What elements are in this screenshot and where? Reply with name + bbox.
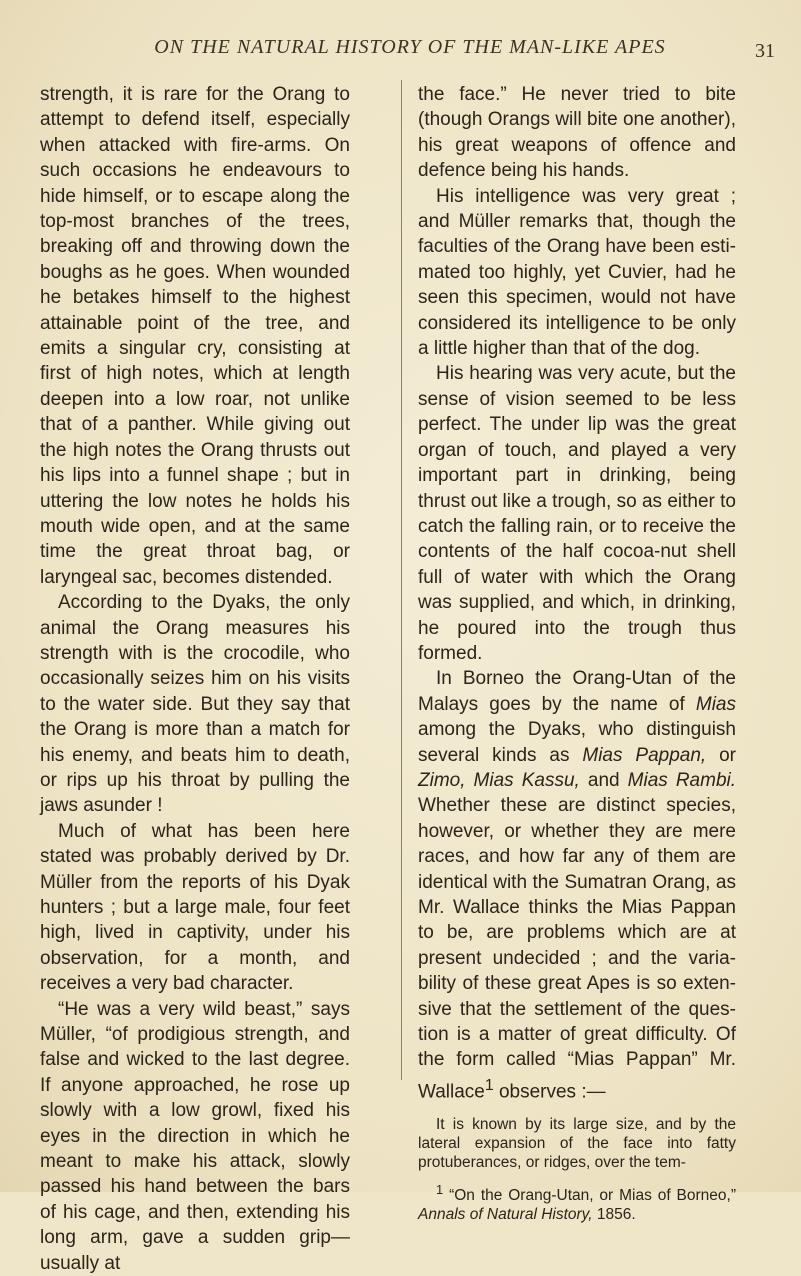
paragraph: the face.” He never tried to bite (though Orangs will bite one another), his great weapons of offence and defence being his hands. <box>418 84 736 182</box>
paragraph: His hearing was very acute, but the sense of vision seemed to be less perfect. The under lip was the great organ of touch, and played a very important part in drinking, being thrust out like a trough, so as either to catch the falling rain, or to receive the contents of the half cocoa-nut shell full of water with which the Orang was supplied, and which, in drinking, he poured into the trough thus formed. <box>418 363 736 664</box>
italic-term: Zimo, Mias Kassu, <box>418 769 580 791</box>
text: In Borneo the Orang-Utan of the Malays goes by the name of <box>418 668 736 715</box>
italic-term: Mias Pappan, <box>582 744 707 766</box>
text: observes :— <box>493 1081 606 1103</box>
left-column <box>40 82 350 1276</box>
running-title: ON THE NATURAL HISTORY OF THE MAN-LIKE APES <box>154 36 666 58</box>
paragraph: “He was a very wild beast,” says Müller, “of prodigious strength, and false and wicked to the last degree. If anyone approached, he rose up slowly with a low growl, fixed his eyes in the direction in which he meant to make his attack, slowly passed his hand between the bars of his cage, and then, extending his long arm, gave a sudden grip—usually at <box>40 998 350 1274</box>
paragraph: strength, it is rare for the Orang to attempt to defend itself, especially when attacked with fire-arms. On such occasions he endeavours to hide himself, or to escape along the top-most branches of the trees, breaking off and throwing down the boughs as he goes. When wounded he betakes himself to the highest attainable point of the tree, and emits a singular cry, consisting at first of high notes, which at length deepen into a low roar, not unlike that of a panther. While giving out the high notes the Orang thrusts out his lips into a funnel shape ; but in uttering the low notes he holds his mouth wide open, and at the same time the great throat bag, or laryngeal sac, becomes distended. <box>40 84 350 588</box>
column-divider <box>401 80 402 1080</box>
footnote-mark: 1 <box>436 1181 444 1197</box>
paragraph <box>418 666 736 1104</box>
text: 1856. <box>592 1205 636 1223</box>
italic-term: Mias <box>695 693 736 715</box>
italic-term: Mias Rambi. <box>627 769 737 791</box>
text: “On the Orang-Utan, or Mias of Borneo,” <box>443 1186 736 1204</box>
block-quote: It is known by its large size, and by the lateral expansion of the face into fatty protuberances, or ridges, over the tem- <box>418 1115 736 1171</box>
text: among the Dyaks, who distinguish several kinds as <box>418 719 736 766</box>
footnote-ref: 1 <box>484 1076 494 1094</box>
text: Whether these are distinct species, however, or whether they are mere races, and how far any of them are identical with the Sumatran Orang, as Mr. Wallace thinks the Mias Pappan to be, are problems which are at present undecided ; and the varia-bility of these great Apes is so exten-sive that the settlement of the ques-tion is a matter of great difficulty. Of the form called “Mias Pappan” Mr. Wallace <box>418 795 736 1103</box>
page-number: 31 <box>755 40 775 62</box>
italic-term: Annals of Natural History, <box>418 1205 593 1223</box>
paragraph: According to the Dyaks, the only animal the Orang measures his strength with is the crocodile, who occasionally seizes him on his visits to the water side. But they say that the Orang is more than a match for his enemy, and beats him to death, or rips up his throat by pulling the jaws asunder ! <box>40 592 350 817</box>
paragraph: His intelligence was very great ; and Müller remarks that, though the faculties of the Orang have been esti-mated too highly, yet Cuvier, had he seen this specimen, would not have considered its intelligence to be only a little higher than that of the dog. <box>418 185 736 360</box>
right-column <box>418 82 736 1224</box>
text: or <box>706 744 736 766</box>
text: and <box>579 769 628 791</box>
paragraph: Much of what has been here stated was probably derived by Dr. Müller from the reports of his Dyak hunters ; but a large male, four feet high, lived in captivity, under his observation, for a month, and receives a very bad character. <box>40 820 350 995</box>
footnote <box>418 1180 736 1224</box>
